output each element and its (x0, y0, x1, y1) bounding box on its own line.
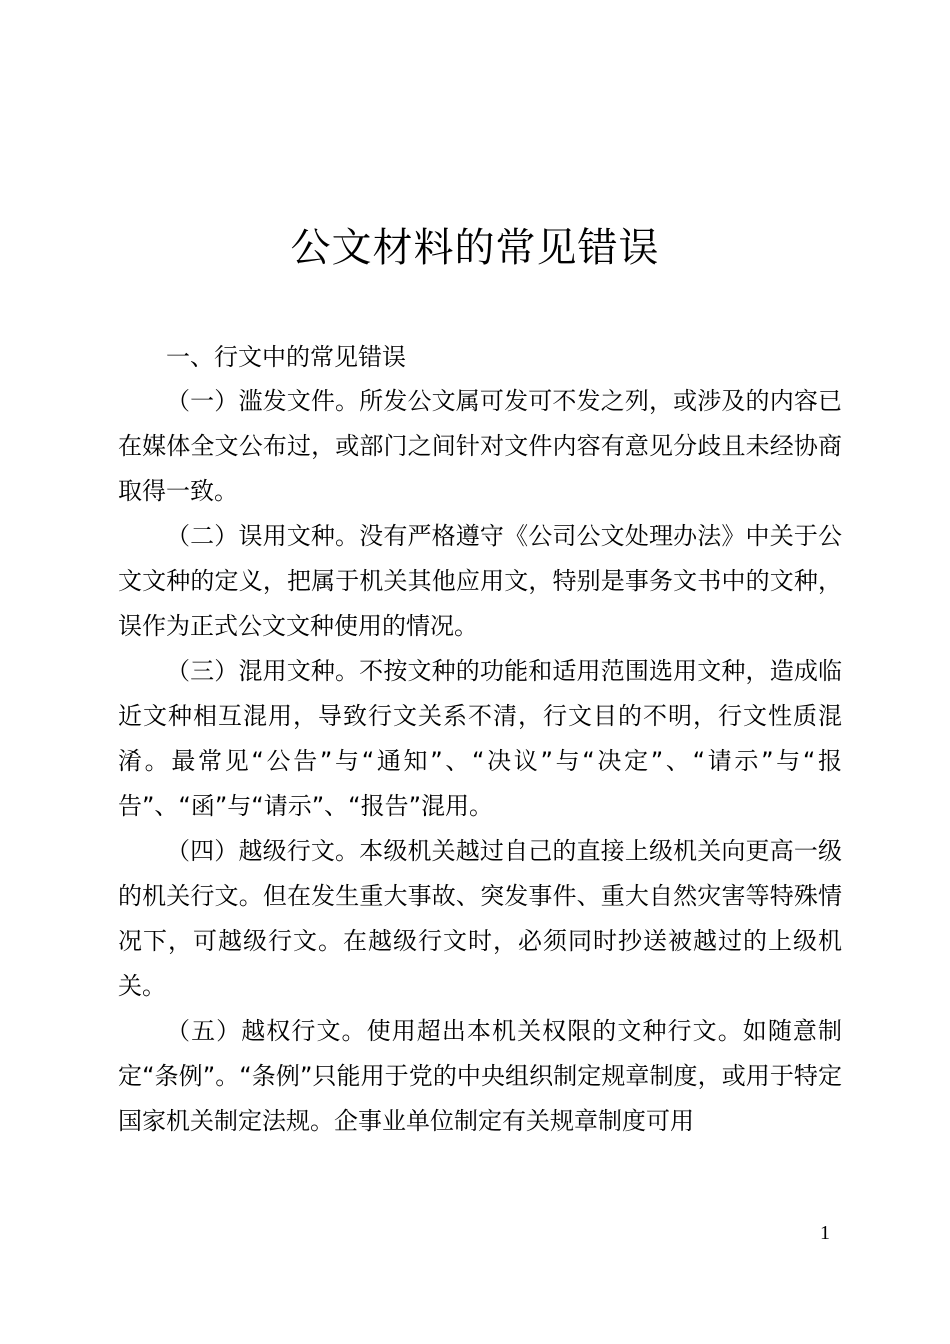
paragraph-3: （三）混用文种。不按文种的功能和适用范围选用文种，造成临近文种相互混用，导致行文关系不清，行文目的不明，行文性质混淆。最常见“公告”与“通知”、“决议”与“决定”、“请示”与“报告”、“函”与“请示”、“报告”混用。 (118, 657, 842, 820)
document-body (118, 336, 842, 1144)
paragraph-2: （二）误用文种。没有严格遵守《公司公文处理办法》中关于公文文种的定义，把属于机关其他应用文，特别是事务文书中的文种，误作为正式公文文种使用的情况。 (118, 522, 842, 640)
paragraph-1: （一）滥发文件。所发公文属可发可不发之列，或涉及的内容已在媒体全文公布过，或部门之间针对文件内容有意见分歧且未经协商取得一致。 (118, 387, 842, 505)
paragraph-5: （五）越权行文。使用超出本机关权限的文种行文。如随意制定“条例”。“条例”只能用于党的中央组织制定规章制度，或用于特定国家机关制定法规。企事业单位制定有关规章制度可用 (118, 1017, 842, 1135)
paragraph-4: （四）越级行文。本级机关越过自己的直接上级机关向更高一级的机关行文。但在发生重大事故、突发事件、重大自然灾害等特殊情况下，可越级行文。在越级行文时，必须同时抄送被越过的上级机关。 (118, 837, 842, 1000)
section-heading: 一、行文中的常见错误 (166, 343, 406, 371)
document-title: 公文材料的常见错误 (290, 225, 660, 271)
page-number: 1 (820, 1222, 830, 1244)
